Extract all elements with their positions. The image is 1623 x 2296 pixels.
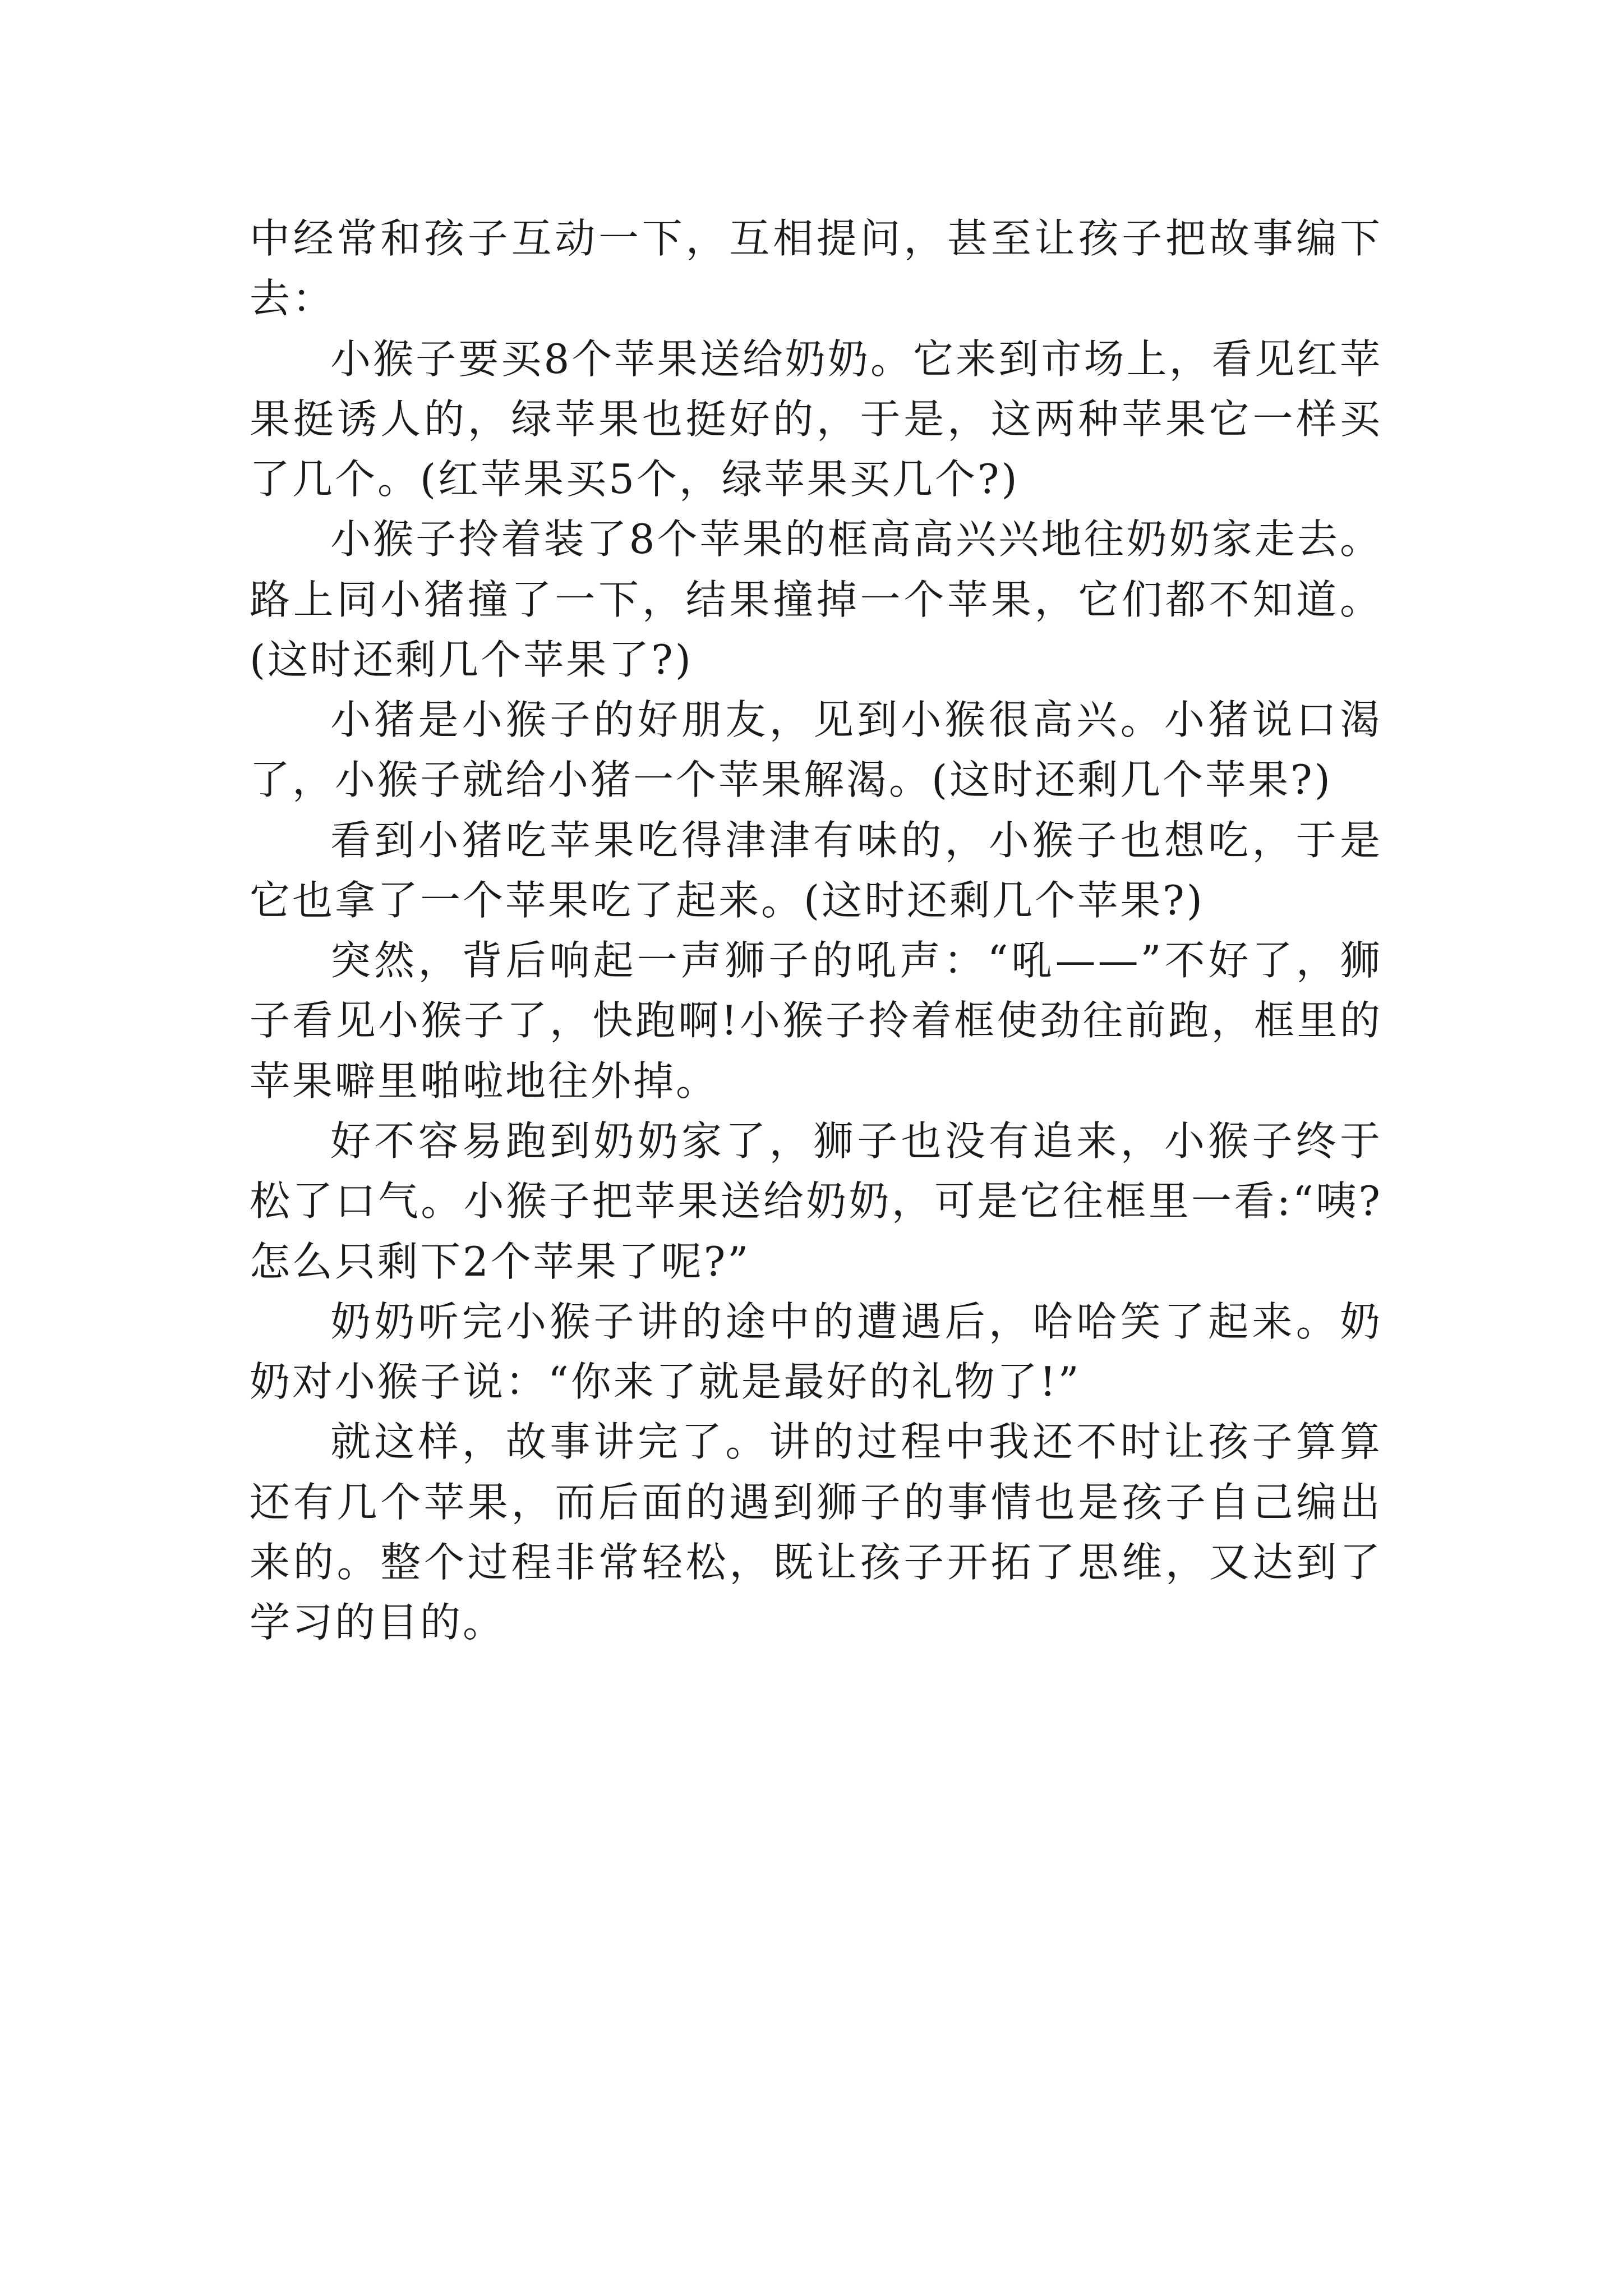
paragraph-1: 中经常和孩子互动一下，互相提问，甚至让孩子把故事编下去： <box>250 215 1382 323</box>
paragraph-4: 小猪是小猴子的好朋友，见到小猴很高兴。小猪说口渴了，小猴子就给小猪一个苹果解渴。(这时还剩几个苹果?) <box>250 696 1382 804</box>
paragraph-2: 小猴子要买8个苹果送给奶奶。它来到市场上，看见红苹果挺诱人的，绿苹果也挺好的，于是，这两种苹果它一样买了几个。(红苹果买5个，绿苹果买几个?) <box>250 335 1382 503</box>
paragraph-8: 奶奶听完小猴子讲的途中的遭遇后，哈哈笑了起来。奶奶对小猴子说：“你来了就是最好的礼物了!” <box>250 1297 1382 1406</box>
paragraph-6: 突然，背后响起一声狮子的吼声：“吼——”不好了，狮子看见小猴子了，快跑啊!小猴子拎着框使劲往前跑，框里的苹果噼里啪啦地往外掉。 <box>250 937 1382 1105</box>
story-text <box>250 209 1382 1653</box>
paragraph-9: 就这样，故事讲完了。讲的过程中我还不时让孩子算算还有几个苹果，而后面的遇到狮子的事情也是孩子自己编出来的。整个过程非常轻松，既让孩子开拓了思维，又达到了学习的目的。 <box>250 1418 1382 1646</box>
paragraph-5: 看到小猪吃苹果吃得津津有味的，小猴子也想吃，于是它也拿了一个苹果吃了起来。(这时还剩几个苹果?) <box>250 816 1382 924</box>
paragraph-7: 好不容易跑到奶奶家了，狮子也没有追来，小猴子终于松了口气。小猴子把苹果送给奶奶，可是它往框里一看:“咦?怎么只剩下2个苹果了呢?” <box>250 1117 1382 1285</box>
paragraph-3: 小猴子拎着装了8个苹果的框高高兴兴地往奶奶家走去。路上同小猪撞了一下，结果撞掉一个苹果，它们都不知道。(这时还剩几个苹果了?) <box>250 516 1382 683</box>
